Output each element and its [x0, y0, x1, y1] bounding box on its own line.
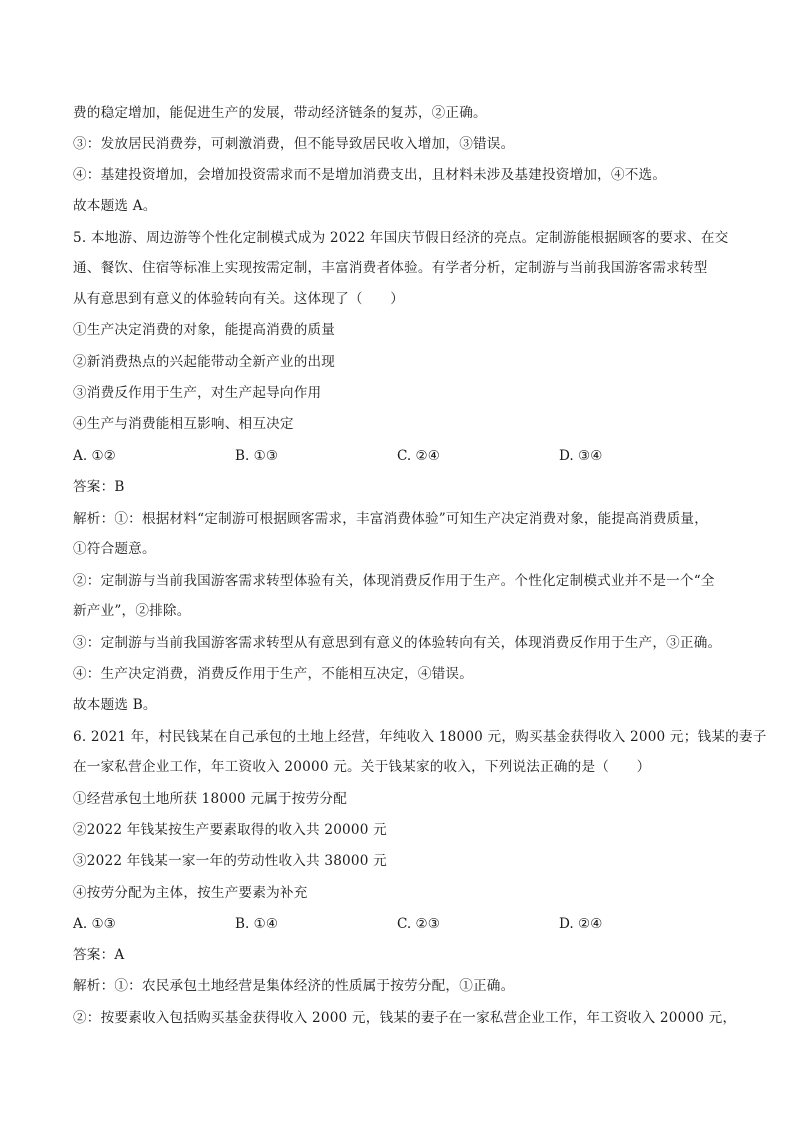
option-a: A. ①② — [73, 448, 116, 464]
question-6-options — [73, 914, 733, 934]
question-6-stem: 在一家私营企业工作，年工资收入 20000 元。关于钱某家的收入，下列说法正确的是（ ） — [73, 759, 651, 775]
question-5-analysis: 解析：①：根据材料“定制游可根据顾客需求，丰富消费体验”可知生产决定消费对象，能提高消费质量， — [73, 511, 709, 527]
question-5-analysis: ④：生产决定消费，消费反作用于生产，不能相互决定，④错误。 — [73, 666, 474, 682]
question-5-analysis: 新产业”，②排除。 — [73, 603, 191, 619]
question-5-answer: 答案：B — [73, 479, 125, 495]
question-5-analysis: ③：定制游与当前我国游客需求转型从有意思到有意义的体验转向有关，体现消费反作用于生产，③正确。 — [73, 635, 722, 651]
question-6-item: ②2022 年钱某按生产要素取得的收入共 20000 元 — [73, 822, 387, 838]
question-5-item: ③消费反作用于生产，对生产起导向作用 — [73, 385, 322, 401]
question-5-stem: 5. 本地游、周边游等个性化定制模式成为 2022 年国庆节假日经济的亮点。定制游能根据顾客的要求、在交 — [73, 230, 729, 246]
option-b: B. ①④ — [235, 916, 279, 932]
question-6-item: ④按劳分配为主体，按生产要素为补充 — [73, 885, 308, 901]
option-c: C. ②④ — [397, 448, 440, 464]
question-5-options — [73, 446, 733, 466]
question-5-item: ②新消费热点的兴起能带动全新产业的出现 — [73, 354, 336, 370]
option-b: B. ①③ — [235, 448, 279, 464]
text-line: ④：基建投资增加，会增加投资需求而不是增加消费支出，且材料未涉及基建投资增加，④不选。 — [73, 167, 667, 183]
question-5-analysis: 故本题选 B。 — [73, 697, 157, 713]
option-a: A. ①③ — [73, 916, 116, 932]
text-line: 费的稳定增加，能促进生产的发展，带动经济链条的复苏，②正确。 — [73, 105, 487, 121]
option-c: C. ②③ — [397, 916, 440, 932]
question-6-item: ③2022 年钱某一家一年的劳动性收入共 38000 元 — [73, 853, 387, 869]
question-6-analysis: 解析：①：农民承包土地经营是集体经济的性质属于按劳分配，①正确。 — [73, 978, 515, 994]
question-5-stem: 通、餐饮、住宿等标准上实现按需定制，丰富消费者体验。有学者分析，定制游与当前我国游客需求转型 — [73, 260, 708, 276]
option-d: D. ②④ — [559, 916, 603, 932]
question-6-answer: 答案：A — [73, 947, 125, 963]
question-5-analysis: ①符合题意。 — [73, 541, 156, 557]
question-5-analysis: ②：定制游与当前我国游客需求转型体验有关，体现消费反作用于生产。个性化定制模式业并不是一个“全 — [73, 573, 715, 589]
question-5-item: ④生产与消费能相互影响、相互决定 — [73, 416, 294, 432]
question-6-stem: 6. 2021 年，村民钱某在自己承包的土地上经营，年纯收入 18000 元，购买基金获得收入 2000 元；钱某的妻子 — [73, 729, 767, 745]
question-5-stem: 从有意思到有意义的体验转向有关。这体现了（ ） — [73, 291, 405, 307]
question-5-item: ①生产决定消费的对象，能提高消费的质量 — [73, 322, 336, 338]
question-6-item: ①经营承包土地所获 18000 元属于按劳分配 — [73, 791, 347, 807]
text-line: 故本题选 A。 — [73, 198, 157, 214]
option-d: D. ③④ — [559, 448, 603, 464]
question-6-analysis: ②：按要素收入包括购买基金获得收入 2000 元，钱某的妻子在一家私营企业工作，年工资收入 20000 元， — [73, 1010, 737, 1026]
text-line: ③：发放居民消费券，可刺激消费，但不能导致居民收入增加，③错误。 — [73, 136, 515, 152]
